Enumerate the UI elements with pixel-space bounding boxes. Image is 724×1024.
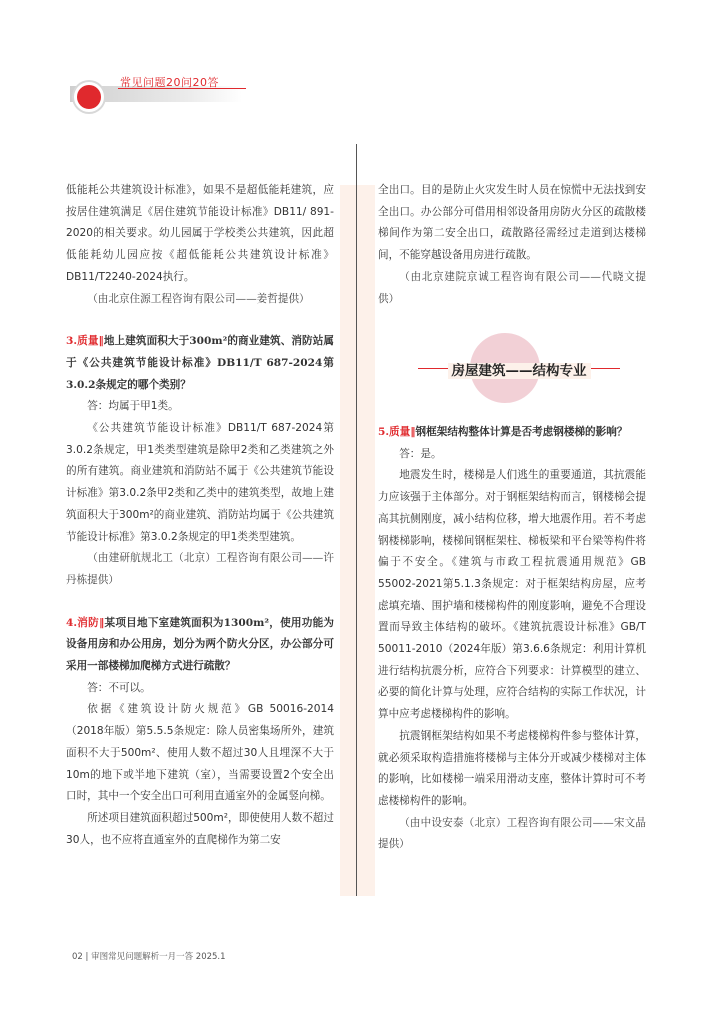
- question-number: 4.消防‖: [66, 616, 105, 629]
- left-column: [66, 180, 334, 851]
- body-paragraph: 答：是。: [399, 447, 442, 460]
- body-paragraph: 依据《建筑设计防火规范》GB 50016-2014（2018年版）第5.5.5条规定：除人员密集场所外，建筑面积不大于500m²、使用人数不超过30人且埋深不大于10m的地下或半地下建筑（室），当需要设置2个安全出口时，其中一个安全出口可利用直通室外的金属竖向梯。: [66, 703, 334, 803]
- page-footer: 02 | 审图常见问题解析一月一答 2025.1: [72, 952, 226, 962]
- question-number: 5.质量‖: [378, 426, 416, 438]
- section-heading: [418, 333, 620, 403]
- right-column-top: [378, 180, 646, 310]
- paragraph-gap: [66, 310, 334, 331]
- question-heading: [66, 613, 334, 678]
- body-paragraph: 低能耗公共建筑设计标准》，如果不是超低能耗建筑，应按居住建筑满足《居住建筑节能设计标准》DB11/ 891-2020的相关要求。幼儿园属于学校类公共建筑，因此超低能耗幼儿园应按《超低能耗公共建筑设计标准》DB11/T2240-2024执行。: [66, 184, 334, 283]
- header-red-dot-icon: [74, 82, 104, 112]
- credit-line: （由中设安泰（北京）工程咨询有限公司——宋文晶提供）: [378, 816, 646, 851]
- left-column-shade: [340, 185, 356, 896]
- question-text: 地上建筑面积大于300m²的商业建筑、消防站属于《公共建筑节能设计标准》DB11/T 687-2024第3.0.2条规定的哪个类别？: [66, 335, 334, 391]
- body-paragraph: 全出口。目的是防止火灾发生时人员在惊慌中无法找到安全出口。办公部分可借用相邻设备用房防火分区的疏散楼梯间作为第二安全出口，疏散路径需经过走道到达楼梯间，不能穿越设备用房进行疏散。: [378, 184, 646, 262]
- header-title: 常见问题20问20答: [120, 76, 219, 89]
- question-heading: [66, 331, 334, 396]
- question-number: 3.质量‖: [66, 335, 104, 348]
- question-text: 某项目地下室建筑面积为1300m²，使用功能为设备用房和办公用房，划分为两个防火分区，办公部分可采用一部楼梯加爬梯方式进行疏散？: [66, 616, 334, 673]
- paragraph-gap: [66, 592, 334, 613]
- section-heading-text: 房屋建筑——结构专业: [448, 363, 591, 379]
- body-paragraph: 地震发生时，楼梯是人们逃生的重要通道，其抗震能力应该强于主体部分。对于钢框架结构而言，钢楼梯会提高其抗侧刚度，减小结构位移，增大地震作用。若不考虑钢楼梯影响，楼梯间钢框架柱、梯板梁和平台梁等构件将偏于不安全。《建筑与市政工程抗震通用规范》GB 55002-2021第5.1.3条规定：对于框架结构房屋，应考虑填充墙、围护墙和楼梯构件的刚度影响，避免不合理设置而导致主体结构的破坏。《建筑抗震设计标准》GB/T 50011-2010（2024年版）第3.6.6条规定：利用计算机进行结构抗震分析，应符合下列要求：计算模型的建立、必要的简化计算与处理，应符合结构的实际工作状况，计算中应考虑楼梯构件的影响。: [378, 469, 646, 721]
- body-paragraph: 抗震钢框架结构如果不考虑楼梯构件参与整体计算，就必须采取构造措施将楼梯与主体分开或减少楼梯对主体的影响，比如楼梯一端采用滑动支座，整体计算时可不考虑楼梯构件的影响。: [378, 729, 646, 807]
- question-text: 钢框架结构整体计算是否考虑钢楼梯的影响？: [415, 426, 628, 438]
- body-paragraph: 《公共建筑节能设计标准》DB11/T 687-2024第3.0.2条规定，甲1类类型建筑是除甲2类和乙类建筑之外的所有建筑。商业建筑和消防站不属于《公共建筑节能设计标准》第3.0.2条甲2类和乙类中的建筑类型，故地上建筑面积大于300m²的商业建筑、消防站均属于《公共建筑节能设计标准》第3.0.2条规定的甲1类类型建筑。: [66, 422, 334, 543]
- right-column-bottom: [378, 422, 646, 856]
- question-heading: [378, 422, 646, 444]
- body-paragraph: 答：不可以。: [87, 681, 151, 694]
- column-divider: [356, 144, 357, 896]
- credit-line: （由北京建院京诚工程咨询有限公司——代晓文提供）: [378, 270, 646, 305]
- body-paragraph: 所述项目建筑面积超过500m²，即使使用人数不超过30人，也不应将直通室外的直爬梯作为第二安: [66, 811, 334, 846]
- body-paragraph: 答：均属于甲1类。: [87, 400, 179, 413]
- credit-line: （由北京住源工程咨询有限公司——姜哲提供）: [87, 292, 310, 305]
- right-column-shade: [357, 185, 375, 896]
- credit-line: （由建研航规北工（北京）工程咨询有限公司——许丹栋提供）: [66, 552, 334, 586]
